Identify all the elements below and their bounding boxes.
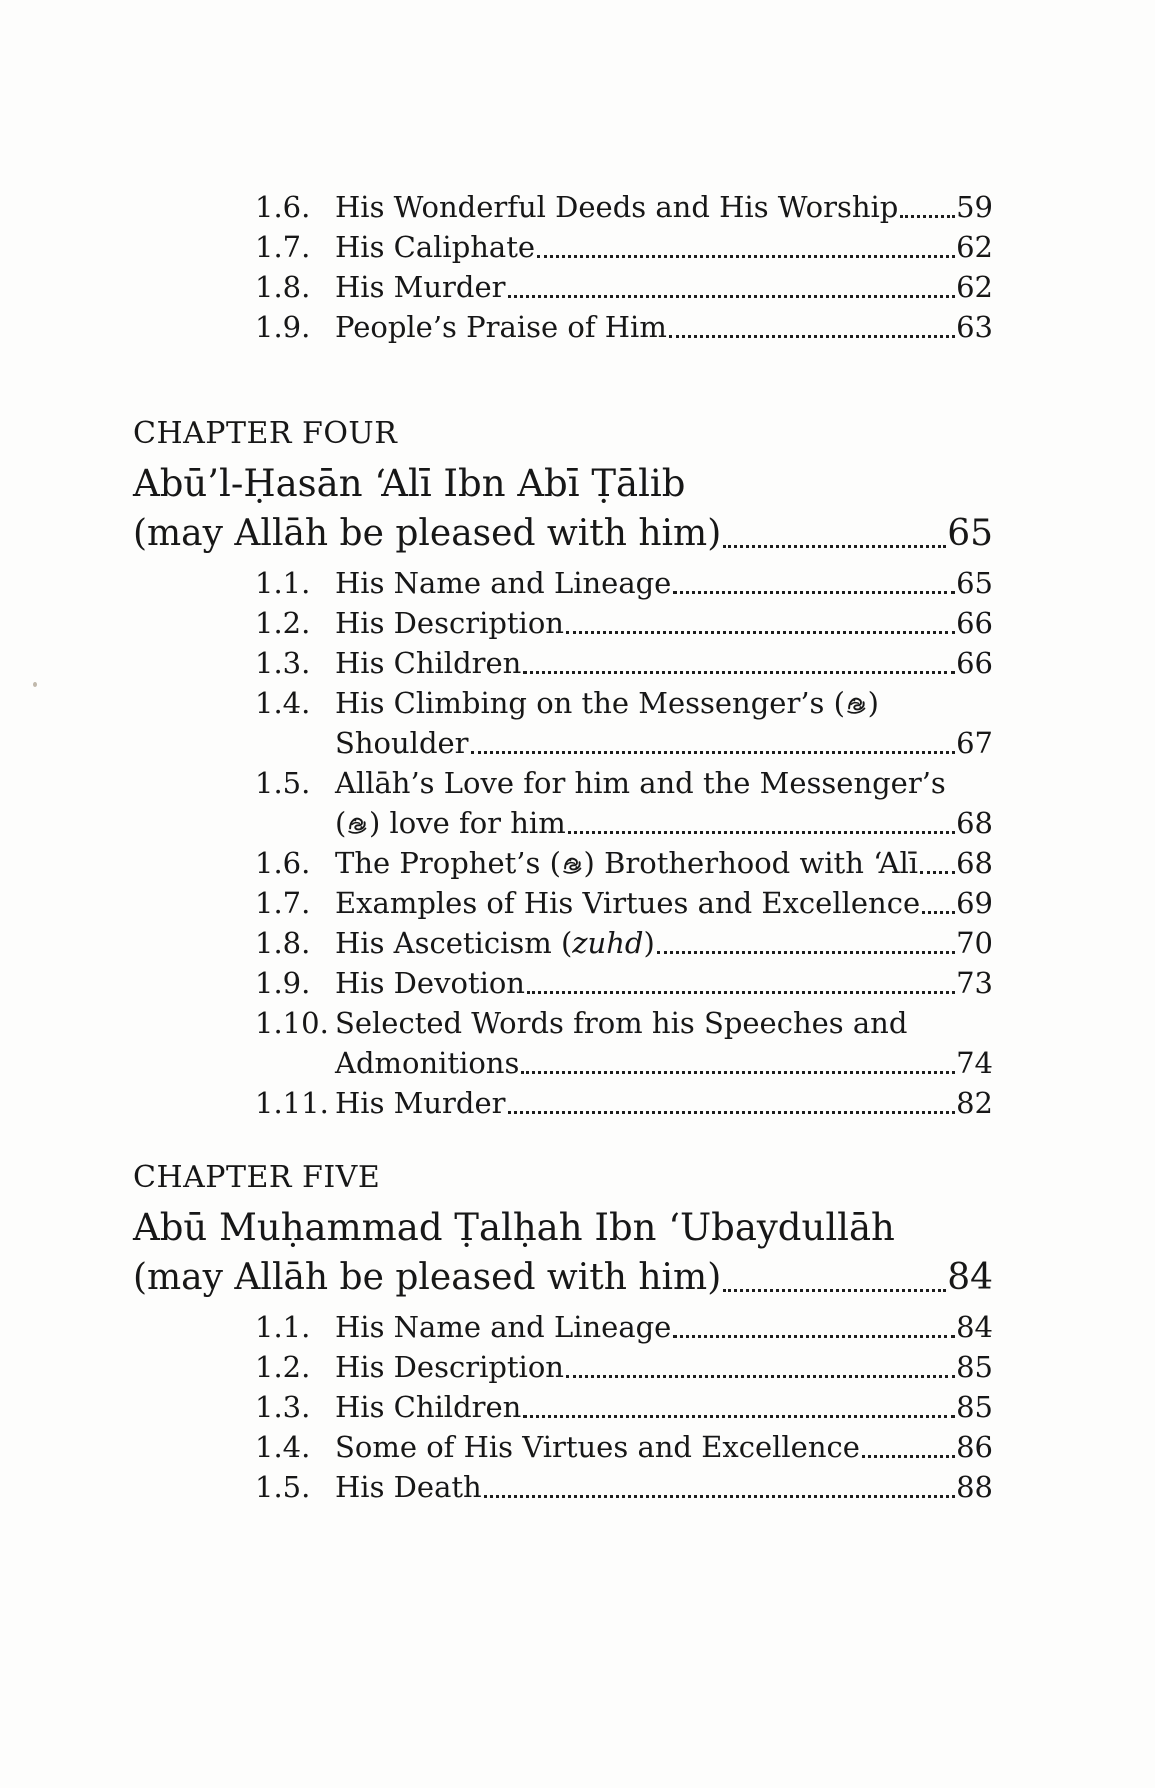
entry-title: His Asceticism (zuhd) [335, 926, 655, 960]
dot-leader [508, 295, 956, 298]
toc-entry [255, 844, 993, 884]
dot-leader [922, 911, 955, 914]
entry-title: His Caliphate [335, 230, 536, 264]
entry-title: People’s Praise of Him [335, 310, 667, 344]
toc-section-top [133, 188, 993, 348]
entry-number: 1.3. [255, 1390, 311, 1424]
toc-entry [255, 228, 993, 268]
dot-leader [523, 671, 955, 674]
entry-page-number: 67 [956, 726, 993, 760]
entry-number: 1.6. [255, 846, 311, 880]
sallallahu-alayhi-wasallam-icon [845, 693, 868, 716]
entry-title: His Wonderful Deeds and His Worship [335, 190, 899, 224]
toc-entry-line2 [255, 804, 993, 844]
entry-title: His Murder [335, 270, 506, 304]
entry-page-number: 63 [956, 310, 993, 344]
entry-number: 1.1. [255, 566, 311, 600]
entry-number: 1.3. [255, 646, 311, 680]
entry-title: The Prophet’s ( ) Brotherhood with ‘Alī [335, 846, 919, 880]
toc-entry [255, 1468, 993, 1508]
entry-page-number: 88 [956, 1470, 993, 1504]
entry-title: Selected Words from his Speeches and [335, 1006, 908, 1040]
toc-entry [255, 604, 993, 644]
dot-leader [484, 1495, 955, 1498]
entry-page-number: 70 [956, 926, 993, 960]
entry-page-number: 62 [956, 230, 993, 264]
entry-number: 1.5. [255, 1470, 311, 1504]
dot-leader [723, 545, 946, 548]
transliterated-term: zuhd [572, 926, 644, 960]
entry-page-number: 85 [956, 1390, 993, 1424]
dot-leader [657, 951, 955, 954]
toc-entry [255, 268, 993, 308]
toc-section-chapter-five [133, 1308, 993, 1508]
dot-leader [521, 1071, 955, 1074]
entry-number: 1.10. [255, 1006, 329, 1040]
entry-number: 1.1. [255, 1310, 311, 1344]
entry-page-number: 66 [956, 606, 993, 640]
toc-entry-line2 [255, 1044, 993, 1084]
dot-leader [673, 1335, 955, 1338]
entry-page-number: 69 [956, 886, 993, 920]
entry-page-number: 85 [956, 1350, 993, 1384]
dot-leader [508, 1111, 956, 1114]
entry-title-continued: Admonitions [335, 1046, 520, 1080]
dot-leader [471, 751, 956, 754]
chapter-page-number: 84 [947, 1257, 993, 1298]
toc-entry-line1 [255, 684, 993, 724]
entry-number: 1.5. [255, 766, 311, 800]
chapter-subtitle: (may Allāh be pleased with him) [133, 1257, 722, 1298]
entry-title: His Climbing on the Messenger’s ( ) [335, 686, 879, 720]
dot-leader [669, 335, 955, 338]
dot-leader [900, 215, 955, 218]
entry-title: His Murder [335, 1086, 506, 1120]
entry-page-number: 59 [956, 190, 993, 224]
toc-entry [255, 308, 993, 348]
dot-leader [862, 1455, 955, 1458]
dot-leader [920, 871, 955, 874]
toc-entry [255, 964, 993, 1004]
toc-entry [255, 924, 993, 964]
toc-entry [255, 1308, 993, 1348]
entry-page-number: 68 [956, 846, 993, 880]
toc-section-chapter-four [133, 564, 993, 1124]
entry-page-number: 66 [956, 646, 993, 680]
toc-entry [255, 188, 993, 228]
dot-leader [523, 1415, 955, 1418]
chapter-label: CHAPTER FOUR [133, 416, 398, 451]
entry-number: 1.6. [255, 190, 311, 224]
scan-artifact [33, 682, 37, 687]
dot-leader [527, 991, 955, 994]
sallallahu-alayhi-wasallam-icon [561, 853, 584, 876]
toc-entry-line1 [255, 764, 993, 804]
entry-number: 1.7. [255, 230, 311, 264]
entry-number: 1.8. [255, 926, 311, 960]
chapter-title: Abū’l-Ḥasān ‘Alī Ibn Abī Ṭālib [133, 462, 686, 505]
toc-entry-line2 [255, 724, 993, 764]
entry-title: His Name and Lineage [335, 566, 672, 600]
toc-entry [255, 1428, 993, 1468]
chapter-subtitle-row [133, 1252, 993, 1300]
dot-leader [537, 255, 955, 258]
sallallahu-alayhi-wasallam-icon [346, 813, 369, 836]
entry-number: 1.7. [255, 886, 311, 920]
toc-entry [255, 1348, 993, 1388]
toc-entry [255, 564, 993, 604]
entry-number: 1.9. [255, 310, 311, 344]
entry-number: 1.2. [255, 1350, 311, 1384]
toc-entry [255, 884, 993, 924]
entry-title-continued: ( ) love for him [335, 806, 566, 840]
entry-title: His Devotion [335, 966, 525, 1000]
chapter-four-heading [133, 416, 993, 556]
entry-title: Examples of His Virtues and Excellence [335, 886, 921, 920]
chapter-page-number: 65 [947, 513, 993, 554]
entry-title: His Children [335, 1390, 522, 1424]
dot-leader [723, 1289, 946, 1292]
entry-page-number: 68 [956, 806, 993, 840]
toc-entry-line1 [255, 1004, 993, 1044]
toc-entry [255, 644, 993, 684]
toc-entry [255, 1388, 993, 1428]
entry-title: His Name and Lineage [335, 1310, 672, 1344]
entry-page-number: 62 [956, 270, 993, 304]
dot-leader [673, 591, 955, 594]
entry-page-number: 84 [956, 1310, 993, 1344]
chapter-five-heading [133, 1160, 993, 1300]
entry-number: 1.4. [255, 1430, 311, 1464]
entry-page-number: 86 [956, 1430, 993, 1464]
entry-title: Some of His Virtues and Excellence [335, 1430, 860, 1464]
toc-entry [255, 1084, 993, 1124]
entry-page-number: 65 [956, 566, 993, 600]
entry-number: 1.9. [255, 966, 311, 1000]
entry-title: His Children [335, 646, 522, 680]
entry-number: 1.2. [255, 606, 311, 640]
entry-number: 1.8. [255, 270, 311, 304]
dot-leader [566, 1375, 955, 1378]
chapter-label: CHAPTER FIVE [133, 1160, 381, 1195]
entry-page-number: 73 [956, 966, 993, 1000]
entry-number: 1.11. [255, 1086, 329, 1120]
chapter-title: Abū Muḥammad Ṭalḥah Ibn ‘Ubaydullāh [133, 1206, 895, 1249]
dot-leader [568, 831, 955, 834]
chapter-subtitle-row [133, 508, 993, 556]
entry-title: Allāh’s Love for him and the Messenger’s [335, 766, 946, 800]
chapter-subtitle: (may Allāh be pleased with him) [133, 513, 722, 554]
entry-number: 1.4. [255, 686, 311, 720]
entry-title-continued: Shoulder [335, 726, 469, 760]
entry-title: His Description [335, 1350, 564, 1384]
entry-title: His Description [335, 606, 564, 640]
entry-page-number: 74 [956, 1046, 993, 1080]
entry-title: His Death [335, 1470, 482, 1504]
dot-leader [566, 631, 955, 634]
entry-page-number: 82 [956, 1086, 993, 1120]
